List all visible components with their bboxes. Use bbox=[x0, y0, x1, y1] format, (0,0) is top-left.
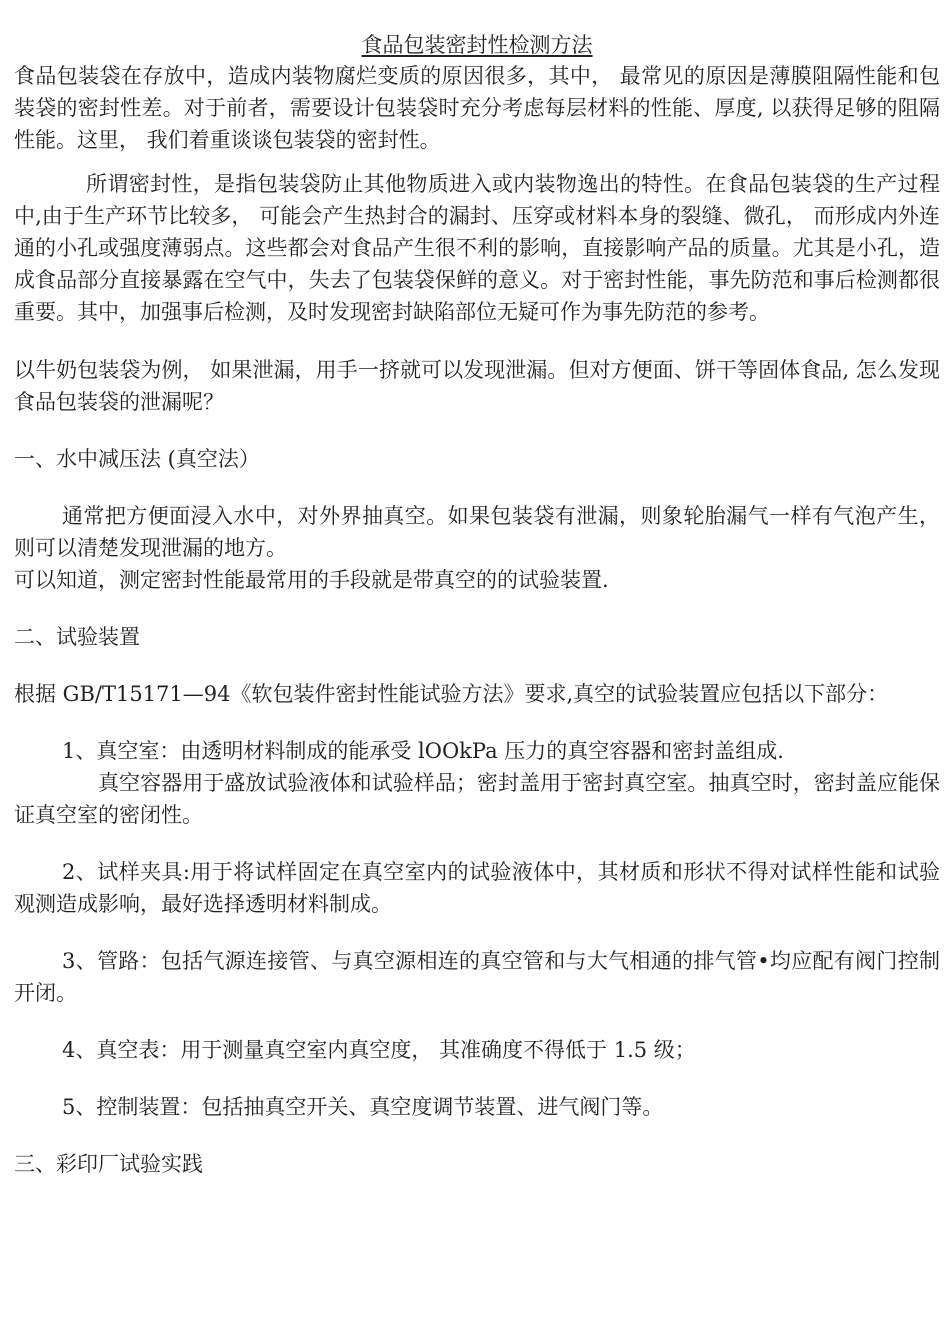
list-item-vacuum-chamber: 1、真空室：由透明材料制成的能承受 lOOkPa 压力的真空容器和密封盖组成. bbox=[62, 739, 784, 763]
section-heading-printing-practice: 三、彩印厂试验实践 bbox=[14, 1152, 203, 1176]
milk-bag-example-paragraph: 以牛奶包装袋为例， 如果泄漏，用手一挤就可以发现泄漏。但对方便面、饼干等固体食品, 怎么发现食品包装袋的泄漏呢？ bbox=[14, 358, 940, 414]
document-page bbox=[14, 30, 940, 1180]
vacuum-method-paragraph: 通常把方便面浸入水中，对外界抽真空。如果包装袋有泄漏，则象轮胎漏气一样有气泡产生，则可以清楚发现泄漏的地方。 bbox=[14, 504, 940, 560]
intro-paragraph: 食品包装袋在存放中，造成内装物腐烂变质的原因很多，其中， 最常见的原因是薄膜阻隔性能和包装袋的密封性差。对于前者，需要设计包装袋时充分考虑每层材料的性能、厚度, 以获得足够的阻隔性能。这里， 我们着重谈谈包装袋的密封性。 bbox=[14, 64, 940, 152]
list-item-vacuum-chamber-detail: 真空容器用于盛放试验液体和试验样品；密封盖用于密封真空室。抽真空时，密封盖应能保证真空室的密闭性。 bbox=[14, 771, 940, 827]
section-heading-vacuum-method: 一、水中减压法 (真空法） bbox=[14, 447, 260, 471]
list-item-vacuum-gauge: 4、真空表：用于测量真空室内真空度， 其准确度不得低于 1.5 级； bbox=[62, 1038, 696, 1062]
list-item-sample-fixture: 2、试样夹具:用于将试样固定在真空室内的试验液体中，其材质和形状不得对试样性能和试验观测造成影响，最好选择透明材料制成。 bbox=[14, 860, 940, 916]
document-title: 食品包装密封性检测方法 bbox=[361, 33, 593, 57]
section-heading-test-apparatus: 二、试验装置 bbox=[14, 625, 140, 649]
list-item-control-device: 5、控制装置：包括抽真空开关、真空度调节装置、进气阀门等。 bbox=[62, 1095, 664, 1119]
sealing-definition-paragraph: 所谓密封性，是指包装袋防止其他物质进入或内装物逸出的特性。在食品包装袋的生产过程中,由于生产环节比较多， 可能会产生热封合的漏封、压穿或材料本身的裂缝、微孔， 而形成内外连通的小孔或强度薄弱点。这些都会对食品产生很不利的影响，直接影响产品的质量。尤其是小孔，造成食品部分直接暴露在空气中，失去了包装袋保鲜的意义。对于密封性能，事先防范和事后检测都很重要。其中，加强事后检测，及时发现密封缺陷部位无疑可作为事先防范的参考。 bbox=[14, 172, 940, 324]
list-item-piping: 3、管路：包括气源连接管、与真空源相连的真空管和与大气相通的排气管•均应配有阀门控制开闭。 bbox=[14, 949, 940, 1005]
vacuum-method-conclusion: 可以知道，测定密封性能最常用的手段就是带真空的的试验装置. bbox=[14, 568, 609, 592]
standard-reference-paragraph: 根据 GB/T15171—94《软包装件密封性能试验方法》要求,真空的试验装置应包括以下部分： bbox=[14, 682, 889, 706]
